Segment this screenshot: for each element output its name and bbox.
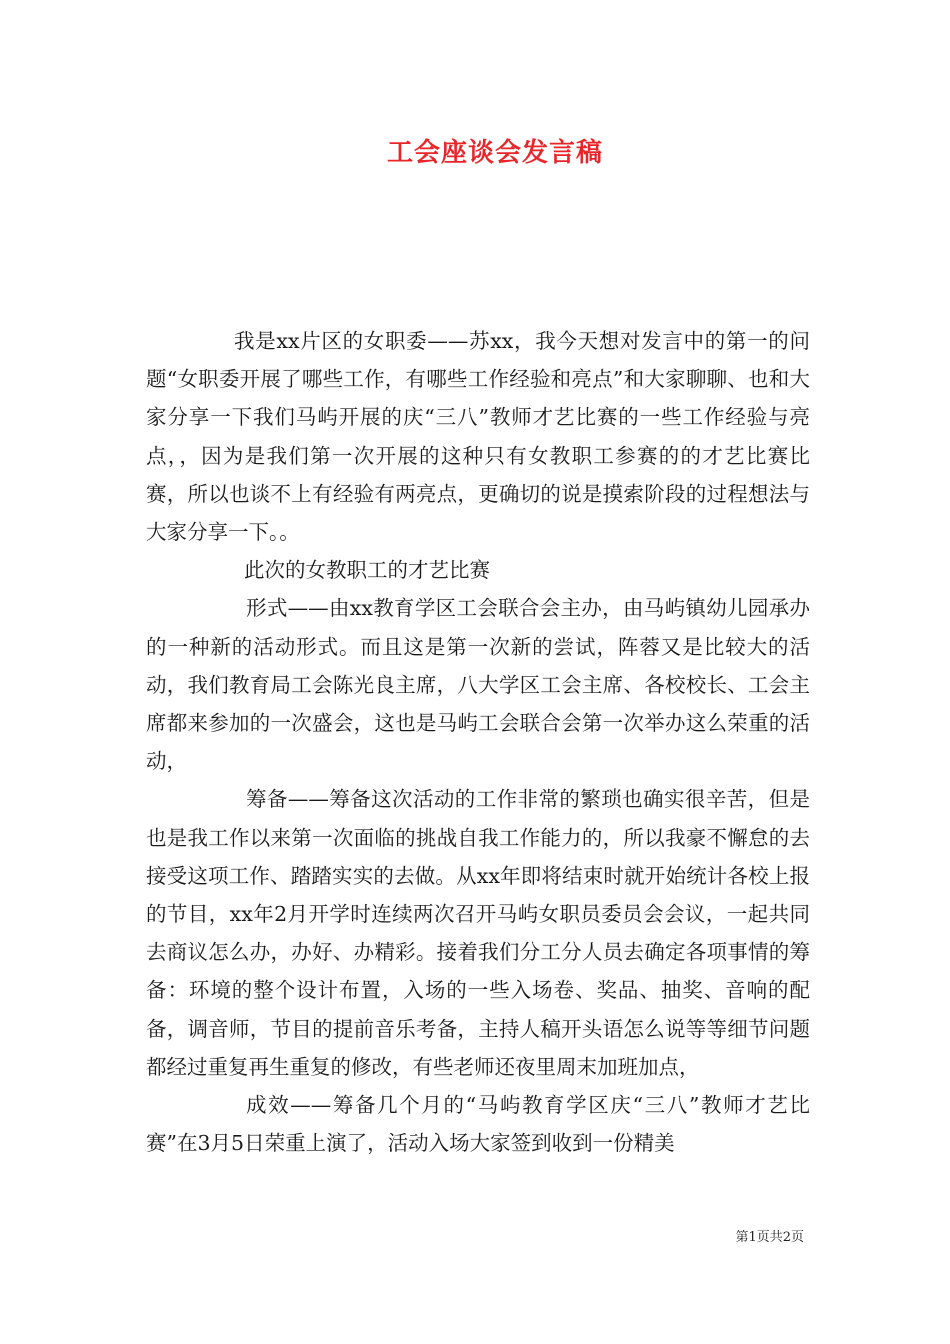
page-number: 第1页共2页 (735, 1230, 804, 1245)
page-title: 工会座谈会发言稿 (386, 138, 603, 168)
paragraph-results: 成效——筹备几个月的“马屿教育学区庆“三八”教师才艺比赛”在3月5日荣重上演了，活动入场大家签到收到一份精美 (146, 1093, 810, 1156)
paragraph-subheading: 此次的女教职工的才艺比赛 (244, 558, 490, 583)
paragraph-intro: 我是xx片区的女职委——苏xx，我今天想对发言中的第一的问题“女职委开展了哪些工作，有哪些工作经验和亮点”和大家聊聊、也和大家分享一下我们马屿开展的庆“三八”教师才艺比赛的一些工作经验与亮点，，因为是我们第一次开展的这种只有女教职工参赛的的才艺比赛比赛，所以也谈不上有经验有两亮点，更确切的说是摸索阶段的过程想法与大家分享一下。。 (146, 329, 810, 545)
paragraph-form: 形式——由xx教育学区工会联合会主办，由马屿镇幼儿园承办的一种新的活动形式。而且这是第一次新的尝试，阵蓉又是比较大的活动，我们教育局工会陈光良主席，八大学区工会主席、各校校长、工会主席都来参加的一次盛会，这也是马屿工会联合会第一次举办这么荣重的活动， (146, 596, 810, 774)
document-body (146, 322, 810, 1162)
paragraph-preparation: 筹备——筹备这次活动的工作非常的繁琐也确实很辛苦，但是也是我工作以来第一次面临的挑战自我工作能力的，所以我豪不懈怠的去接受这项工作、踏踏实实的去做。从xx年即将结束时就开始统计各校上报的节目，xx年2月开学时连续两次召开马屿女职员委员会会议，一起共同去商议怎么办，办好、办精彩。接着我们分工分人员去确定各项事情的筹备：环境的整个设计布置，入场的一些入场卷、奖品、抽奖、音响的配备，调音师，节目的提前音乐考备，主持人稿开头语怎么说等等细节问题都经过重复再生重复的修改，有些老师还夜里周末加班加点， (146, 787, 810, 1079)
